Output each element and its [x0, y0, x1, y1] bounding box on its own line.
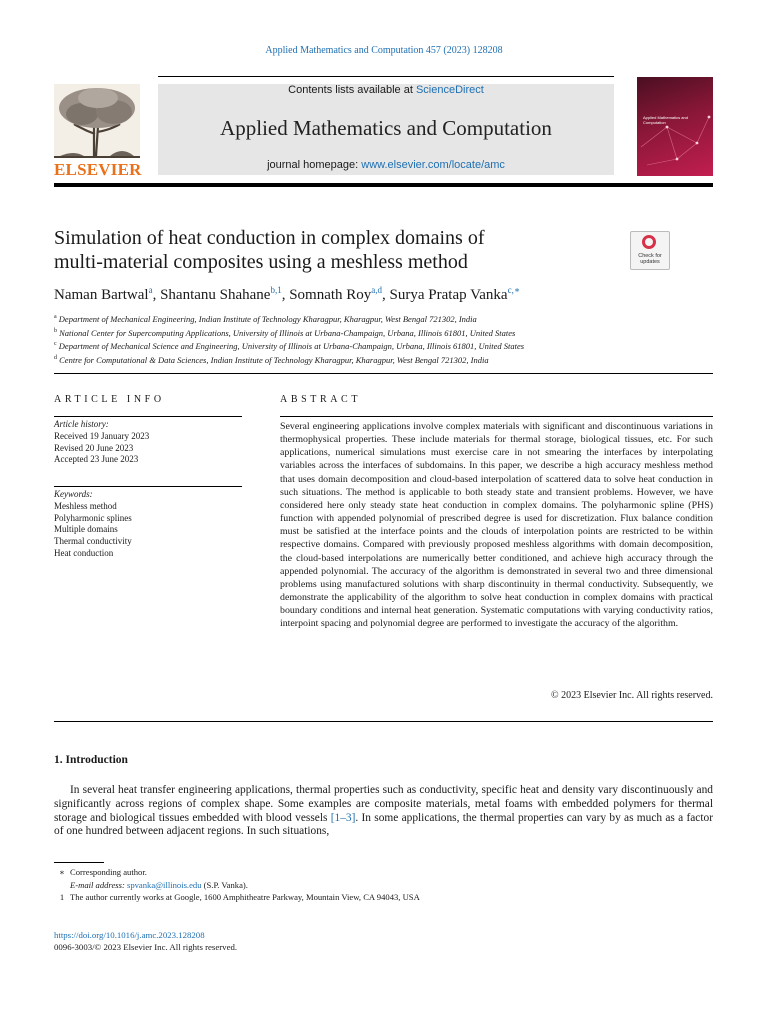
elsevier-wordmark: ELSEVIER: [54, 160, 142, 179]
footnote-rule: [54, 862, 104, 863]
homepage-prefix: journal homepage:: [267, 159, 362, 171]
author-separator: ,: [382, 287, 390, 303]
affiliation-text: Department of Mechanical Science and Engineering, University of Illinois at Urbana-Champaign, Urbana, Illinois 61801, United States: [58, 340, 525, 351]
keyword-item: Thermal conductivity: [54, 536, 132, 547]
received-date: Received 19 January 2023: [54, 430, 150, 441]
journal-cover-image[interactable]: [637, 77, 713, 176]
author-name[interactable]: Shantanu Shahane: [160, 287, 271, 303]
accepted-date: Accepted 23 June 2023: [54, 454, 139, 465]
author-separator: ,: [281, 287, 290, 303]
author-name[interactable]: Naman Bartwal: [54, 287, 149, 303]
abstract-end-rule: [54, 721, 713, 722]
section-divider: [54, 373, 713, 374]
author-affil-mark[interactable]: a,d: [371, 285, 383, 295]
affiliation-item: [54, 339, 714, 353]
paper-title-line-1: Simulation of heat conduction in complex domains of: [54, 227, 485, 249]
journal-homepage-link[interactable]: www.elsevier.com/locate/amc: [361, 159, 505, 171]
paper-title: [54, 226, 614, 274]
affiliation-mark: d: [54, 354, 57, 361]
journal-citation[interactable]: Applied Mathematics and Computation 457 (2023) 128208: [265, 45, 503, 56]
journal-title: Applied Mathematics and Computation: [220, 116, 552, 140]
check-for-updates-button[interactable]: [630, 231, 670, 270]
introduction-paragraph: [54, 784, 713, 839]
keywords-block: [54, 489, 242, 560]
contents-line: [158, 84, 614, 96]
author-affil-mark[interactable]: c,∗: [507, 285, 520, 295]
article-info-heading: ARTICLE INFO: [54, 394, 165, 405]
paper-title-line-2: multi-material composites using a meshless method: [54, 251, 468, 273]
article-info-rule: [54, 416, 242, 417]
affiliation-mark: b: [54, 327, 57, 334]
keywords-rule: [54, 486, 242, 487]
check-updates-icon: [642, 235, 656, 249]
abstract-text: Several engineering applications involve complex materials with significant and discontinuous variations in thermophysical properties. These include materials for thermal storage, biological tissues, etc. For such applications, numerical simulations must exercise care in not smearing the interfaces by interpolating variables across the interfaces of subdomains. In this paper, we describe a high accuracy meshless method that uses domain decomposition and cloud-based interpolation of scattered data to solve heat conduction in such situations. The method is applicable to both steady state and transient problems. However, we have considered here only steady state heat conduction in complex domains. The polyharmonic spline (PHS) function with appended polynomial of prescribed degree is used for discretization. Flux balance condition must be satisfied at the interface points and the clouds of interpolation points are restricted to be within respective domains. Compared with previously proposed meshless algorithms with domain decomposition, the cloud-based interpolations are numerically better conditioned, and achieve high accuracy through the appended polynomial. The accuracy of the algorithm is demonstrated in several two and three dimensional problems using manufactured solutions with sharp discontinuity in thermal conductivity. Subsequently, we demonstrate the applicability of the algorithm to solve heat conduction in complex domains with practical boundary conditions and internal heat generation. Systematic computations with varying conductivity ratios, interpoint spacing and polynomial degree are performed to investigate the accuracy of the algorithm.: [280, 421, 713, 630]
footnote-corresponding: [54, 866, 714, 879]
abstract-rule: [280, 416, 713, 417]
footnotes: [54, 866, 714, 904]
homepage-line: [158, 159, 614, 171]
affiliation-mark: c: [54, 341, 57, 348]
affiliation-text: National Center for Supercomputing Applications, University of Illinois at Urbana-Champaign, Urbana, Illinois 61801, United States: [59, 327, 516, 338]
contents-prefix: Contents lists available at: [288, 84, 416, 96]
keyword-item: Polyharmonic splines: [54, 512, 132, 523]
article-history-label: Article history:: [54, 419, 109, 429]
email-link[interactable]: spvanka@illinois.edu: [126, 879, 202, 890]
author-list: [54, 285, 694, 304]
cover-network-graphic: [637, 77, 713, 176]
author-name[interactable]: Surya Pratap Vanka: [389, 287, 508, 303]
introduction-heading: 1. Introduction: [54, 754, 128, 766]
affiliation-item: [54, 353, 714, 367]
author-affil-mark[interactable]: b,1: [270, 285, 282, 295]
author-name[interactable]: Somnath Roy: [289, 287, 372, 303]
keyword-item: Multiple domains: [54, 524, 118, 535]
footnote-1: [54, 891, 714, 904]
intro-text-end: . In some applications, the thermal properties can vary by as much as a factor of one hundred between adjacent regions. In such situations,: [54, 811, 713, 838]
doi-link[interactable]: https://doi.org/10.1016/j.amc.2023.128208: [54, 930, 205, 940]
affiliation-item: [54, 326, 714, 340]
footnote-text: Corresponding author.: [70, 867, 147, 877]
email-suffix: (S.P. Vanka).: [201, 879, 248, 890]
affiliation-text: Department of Mechanical Engineering, Indian Institute of Technology Kharagpur, Kharagpur, West Bengal 721302, India: [58, 313, 477, 324]
author-affil-mark[interactable]: a: [148, 285, 153, 295]
email-label: E-mail address:: [70, 879, 125, 890]
footnote-mark: ∗: [59, 867, 65, 877]
keyword-item: Meshless method: [54, 500, 117, 511]
footnote-text: The author currently works at Google, 1600 Amphitheatre Parkway, Mountain View, CA 94043, USA: [70, 892, 420, 902]
revised-date: Revised 20 June 2023: [54, 442, 134, 453]
header-top-rule: [158, 76, 614, 77]
cover-title: Applied Mathematics and Computation: [643, 115, 688, 125]
reference-link[interactable]: [1–3]: [330, 811, 356, 824]
author-separator: ,: [152, 287, 161, 303]
sciencedirect-link[interactable]: ScienceDirect: [415, 84, 484, 96]
keyword-item: Heat conduction: [54, 547, 114, 558]
abstract-heading: ABSTRACT: [280, 394, 362, 405]
footnote-mark: 1: [59, 892, 65, 902]
affiliation-list: [54, 312, 714, 366]
footnote-email: [54, 879, 714, 892]
intro-text-start: In several heat transfer engineering applications, thermal properties such as conductivity, specific heat and density vary discontinuously and significantly across regions of complex shape. Some examples are composite materials, metal foams with embedded polymers for thermal storage and biological tissues embedded with blood vessels: [54, 784, 713, 824]
affiliation-text: Centre for Computational & Data Sciences, Indian Institute of Technology Kharagpur, Kharagpur, West Bengal 721302, India: [59, 354, 489, 365]
affiliation-mark: a: [54, 314, 57, 320]
affiliation-item: [54, 312, 714, 326]
check-updates-label: Check for updates: [638, 253, 662, 265]
article-history: [54, 419, 242, 466]
abstract-copyright: © 2023 Elsevier Inc. All rights reserved.: [550, 690, 713, 701]
doi-block: [54, 929, 237, 953]
keywords-label: Keywords:: [54, 489, 93, 499]
issn-line: 0096-3003/© 2023 Elsevier Inc. All rights reserved.: [54, 942, 238, 952]
header-thick-rule: [54, 183, 713, 187]
